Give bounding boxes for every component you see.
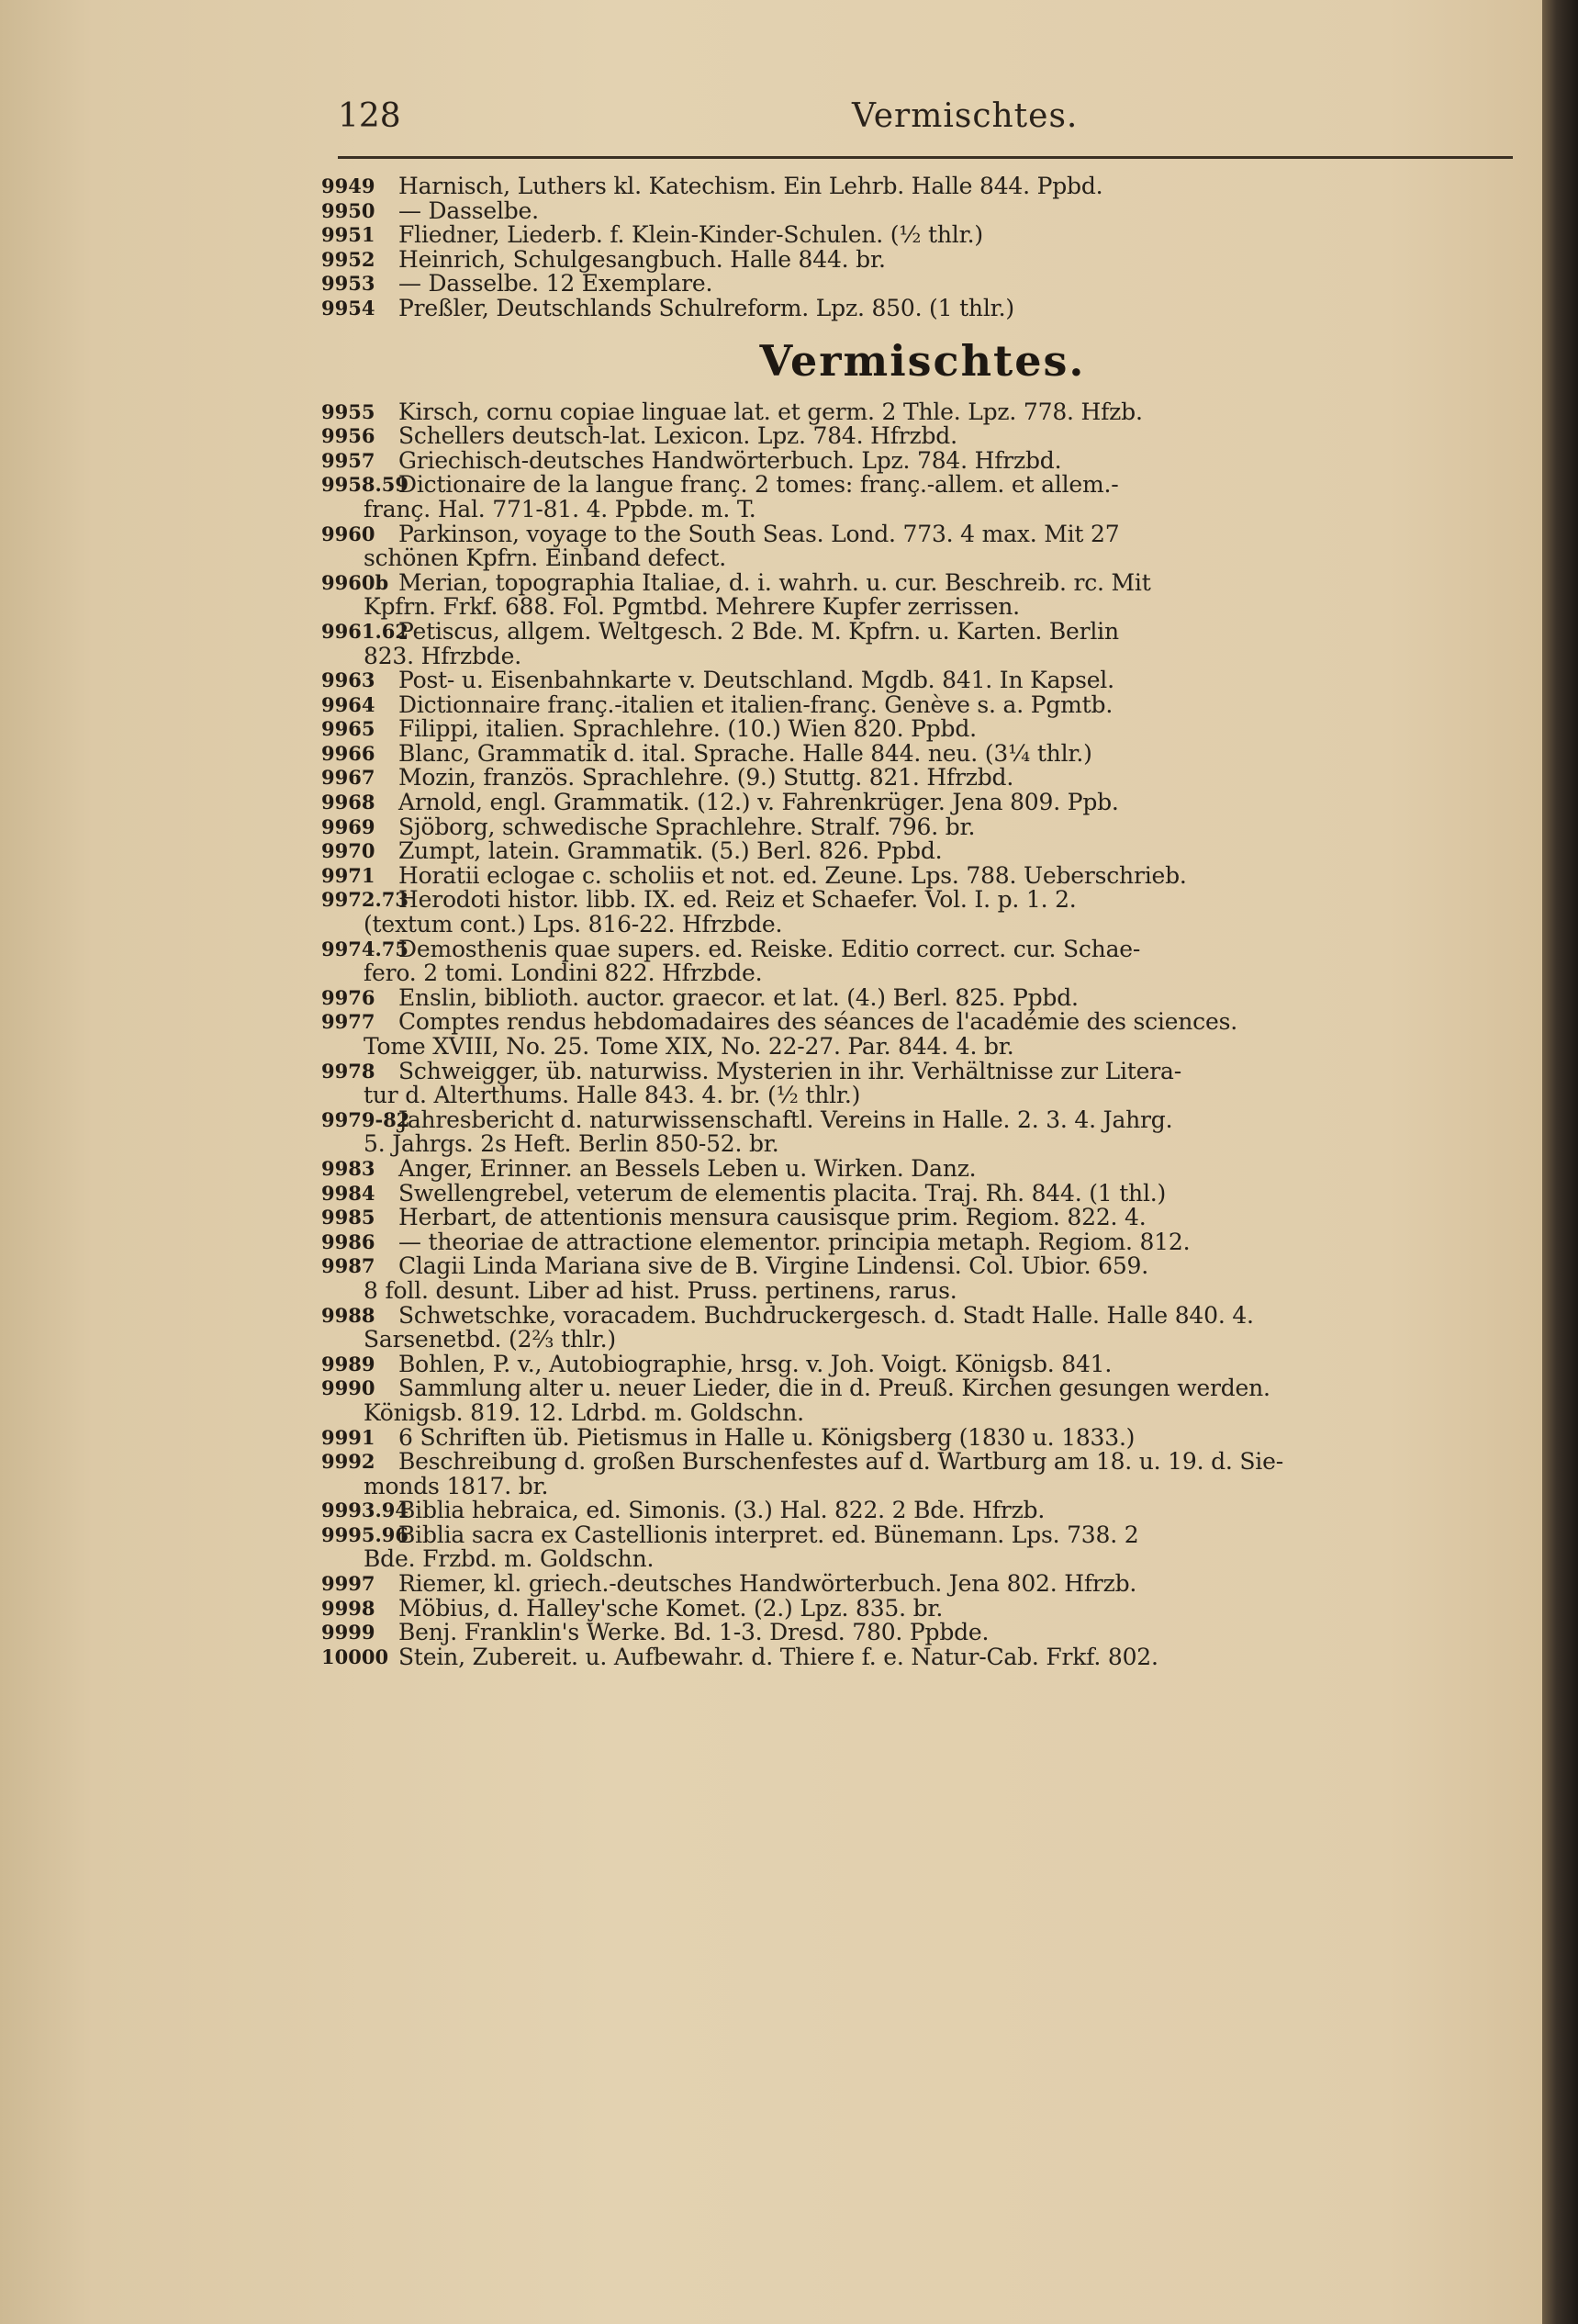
catalog-entry xyxy=(321,791,1524,815)
entry-text: Petiscus, allgem. Weltgesch. 2 Bde. M. Kpfrn. u. Karten. Berlin xyxy=(398,617,1119,645)
entry-line xyxy=(321,1057,1524,1084)
entry-number: 9970 xyxy=(321,839,375,863)
entry-line xyxy=(321,1350,1524,1377)
catalog-entry xyxy=(321,1621,1524,1645)
entry-line xyxy=(321,861,1524,889)
entry-line xyxy=(321,1179,1524,1207)
entry-text: Blanc, Grammatik d. ital. Sprache. Halle 844. neu. (3¼ thlr.) xyxy=(398,739,1092,767)
entry-line xyxy=(321,446,1524,474)
entry-continuation-line xyxy=(321,1035,1524,1060)
catalog-entry xyxy=(321,1645,1524,1670)
entry-continuation-line xyxy=(321,1276,1524,1304)
catalog-entry xyxy=(321,223,1524,248)
entry-number: 9987 xyxy=(321,1254,375,1278)
catalog-entry xyxy=(321,1523,1524,1572)
entry-text: 823. Hfrzbde. xyxy=(364,642,521,669)
entry-continuation-line xyxy=(321,642,1524,669)
catalog-entry xyxy=(321,1594,1524,1622)
catalog-entry xyxy=(321,1179,1524,1207)
entry-number: 9988 xyxy=(321,1303,375,1327)
book-edge xyxy=(1542,0,1578,2324)
catalog-entry xyxy=(321,861,1524,889)
entry-number: 9951 xyxy=(321,223,375,247)
entry-text: Horatii eclogae c. scholiis et not. ed. Zeune. Lps. 788. Ueberschrieb. xyxy=(398,861,1187,889)
entry-text: schönen Kpfrn. Einband defect. xyxy=(364,545,726,572)
catalog-entry xyxy=(321,424,1524,449)
catalog-entry xyxy=(321,1154,1524,1182)
entry-line xyxy=(321,739,1524,767)
entry-text: franç. Hal. 771-81. 4. Ppbde. m. T. xyxy=(364,495,756,522)
catalog-entry xyxy=(321,446,1524,474)
entry-text: — theoriae de attractione elementor. principia metaph. Regiom. 812. xyxy=(398,1228,1191,1255)
entry-text: Swellengrebel, veterum de elementis placita. Traj. Rh. 844. (1 thl.) xyxy=(398,1179,1167,1207)
entry-text: Beschreibung d. großen Burschenfestes auf d. Wartburg am 18. u. 19. d. Sie- xyxy=(398,1448,1283,1476)
entry-text: Tome XVIII, No. 25. Tome XIX, No. 22-27. Par. 844. 4. br. xyxy=(364,1033,1014,1060)
catalog-entry xyxy=(321,1499,1524,1523)
entry-number: 9976 xyxy=(321,985,375,1009)
entry-text: Herbart, de attentionis mensura causisque prim. Regiom. 822. 4. xyxy=(398,1204,1147,1231)
entry-number: 9992 xyxy=(321,1450,375,1474)
entry-number: 9986 xyxy=(321,1229,375,1253)
catalog-entry xyxy=(321,717,1524,742)
entry-text: Anger, Erinner. an Bessels Leben u. Wirken. Danz. xyxy=(398,1154,977,1182)
entry-text: Heinrich, Schulgesangbuch. Halle 844. br. xyxy=(398,245,886,273)
entry-number: 9963 xyxy=(321,668,375,692)
entry-text: Arnold, engl. Grammatik. (12.) v. Fahrenkrüger. Jena 809. Ppb. xyxy=(398,789,1119,816)
entry-line xyxy=(321,937,1524,962)
entry-continuation-line xyxy=(321,961,1524,986)
entry-number: 9967 xyxy=(321,766,375,790)
entry-number: 9955 xyxy=(321,399,375,423)
entry-text: Griechisch-deutsches Handwörterbuch. Lpz. 784. Hfrzbd. xyxy=(398,446,1062,474)
entry-number: 9969 xyxy=(321,814,375,838)
entry-text: Dictionnaire franç.-italien et italien-franç. Genève s. a. Pgmtb. xyxy=(398,690,1114,718)
catalog-entry xyxy=(321,174,1524,199)
entry-line xyxy=(321,1254,1524,1279)
entry-line xyxy=(321,272,1524,297)
entry-number: 9985 xyxy=(321,1206,375,1229)
entry-number: 9999 xyxy=(321,1621,375,1645)
entry-continuation-line xyxy=(321,495,1524,522)
entry-text: — Dasselbe. xyxy=(398,196,539,224)
catalog-entry xyxy=(321,1254,1524,1303)
entry-continuation-line xyxy=(321,1547,1524,1572)
entry-text: Sarsenetbd. (2⅔ thlr.) xyxy=(364,1326,616,1353)
entry-text: Schwetschke, voracadem. Buchdruckergesch. d. Stadt Halle. Halle 840. 4. xyxy=(398,1301,1254,1329)
entry-line xyxy=(321,888,1524,913)
entry-number: 9984 xyxy=(321,1181,375,1205)
entry-line xyxy=(321,1572,1524,1597)
entry-line xyxy=(321,1230,1524,1255)
catalog-entry xyxy=(321,1301,1524,1353)
catalog-entry xyxy=(321,1057,1524,1109)
entry-text: Schweigger, üb. naturwiss. Mysterien in ihr. Verhältnisse zur Litera- xyxy=(398,1057,1181,1084)
entry-line xyxy=(321,690,1524,718)
entry-number: 9972.73 xyxy=(321,888,408,912)
entry-number: 9979-82 xyxy=(321,1107,410,1131)
entry-line xyxy=(321,617,1524,645)
catalog-entry xyxy=(321,1350,1524,1377)
catalog-entry xyxy=(321,400,1524,425)
catalog-entry xyxy=(321,983,1524,1011)
entry-continuation-line xyxy=(321,1132,1524,1157)
entry-text: Post- u. Eisenbahnkarte v. Deutschland. Mgdb. 841. In Kapsel. xyxy=(398,667,1114,694)
entry-number: 9998 xyxy=(321,1596,375,1620)
entry-text: Bde. Frzbd. m. Goldschn. xyxy=(364,1545,655,1573)
catalog-entry xyxy=(321,245,1524,273)
entry-number: 9956 xyxy=(321,424,375,448)
entry-number: 9983 xyxy=(321,1156,375,1180)
catalog-entry xyxy=(321,568,1524,621)
catalog-entry xyxy=(321,473,1524,522)
entry-text: Sammlung alter u. neuer Lieder, die in d. Preuß. Kirchen gesungen werden. xyxy=(398,1375,1270,1402)
catalog-entry xyxy=(321,766,1524,791)
entry-line xyxy=(321,791,1524,815)
entry-line xyxy=(321,1010,1524,1035)
entry-line xyxy=(321,839,1524,864)
entry-text: 6 Schriften üb. Pietismus in Halle u. Königsberg (1830 u. 1833.) xyxy=(398,1423,1136,1451)
entry-text: Kpfrn. Frkf. 688. Fol. Pgmtbd. Mehrere Kupfer zerrissen. xyxy=(364,593,1020,621)
entry-text: Königsb. 819. 12. Ldrbd. m. Goldschn. xyxy=(364,1398,804,1426)
entry-line xyxy=(321,1594,1524,1622)
entry-number: 10000 xyxy=(321,1645,389,1668)
entry-text: Filippi, italien. Sprachlehre. (10.) Wien 820. Ppbd. xyxy=(398,715,977,743)
entry-line xyxy=(321,1621,1524,1645)
entry-line xyxy=(321,196,1524,224)
entry-line xyxy=(321,400,1524,425)
entry-number: 9971 xyxy=(321,863,375,887)
entry-line xyxy=(321,815,1524,840)
entry-text: Biblia hebraica, ed. Simonis. (3.) Hal. 822. 2 Bde. Hfrzb. xyxy=(398,1497,1046,1524)
catalog-entry xyxy=(321,1108,1524,1157)
entry-continuation-line xyxy=(321,595,1524,620)
entry-number: 9960 xyxy=(321,522,375,545)
catalog-entry xyxy=(321,196,1524,224)
entry-line xyxy=(321,223,1524,248)
entry-text: Clagii Linda Mariana sive de B. Virgine Lindensi. Col. Ubior. 659. xyxy=(398,1252,1149,1280)
entry-line xyxy=(321,1108,1524,1133)
catalog-entry xyxy=(321,937,1524,986)
entry-text: Comptes rendus hebdomadaires des séances de l'académie des sciences. xyxy=(398,1008,1237,1036)
catalog-entry xyxy=(321,1376,1524,1425)
entry-text: Riemer, kl. griech.-deutsches Handwörterbuch. Jena 802. Hfrzb. xyxy=(398,1570,1137,1598)
entry-line xyxy=(321,1523,1524,1548)
entry-number: 9965 xyxy=(321,717,375,741)
entry-number: 9953 xyxy=(321,272,375,296)
entry-line xyxy=(321,983,1524,1011)
entry-number: 9989 xyxy=(321,1352,375,1375)
entry-line xyxy=(321,174,1524,199)
entry-text: Mozin, französ. Sprachlehre. (9.) Stuttg. 821. Hfrzbd. xyxy=(398,764,1014,792)
entry-text: — Dasselbe. 12 Exemplare. xyxy=(398,270,713,298)
catalog-entry xyxy=(321,1206,1524,1230)
entry-number: 9966 xyxy=(321,741,375,765)
entry-text: Kirsch, cornu copiae linguae lat. et germ. 2 Thle. Lpz. 778. Hfzb. xyxy=(398,398,1143,425)
entry-line xyxy=(321,568,1524,596)
entry-continuation-line xyxy=(321,1472,1524,1499)
entry-line xyxy=(321,424,1524,449)
entry-number: 9960b xyxy=(321,570,389,594)
entry-line xyxy=(321,1499,1524,1523)
entry-number: 9950 xyxy=(321,198,375,222)
catalog-entry xyxy=(321,1450,1524,1499)
entry-line xyxy=(321,717,1524,742)
header-rule xyxy=(338,156,1513,159)
entry-continuation-line xyxy=(321,1083,1524,1108)
entry-continuation-line xyxy=(321,1328,1524,1353)
section-title: Vermischtes. xyxy=(759,335,1086,386)
entry-number: 9974.75 xyxy=(321,937,408,960)
entry-text: Schellers deutsch-lat. Lexicon. Lpz. 784. Hfrzbd. xyxy=(398,422,957,450)
catalog-entry xyxy=(321,522,1524,571)
entries-before-section xyxy=(321,174,1524,321)
entry-line xyxy=(321,766,1524,791)
entry-number: 9961.62 xyxy=(321,619,408,643)
entry-continuation-line xyxy=(321,1398,1524,1426)
entry-number: 9997 xyxy=(321,1572,375,1596)
entry-text: Preßler, Deutschlands Schulreform. Lpz. 850. (1 thlr.) xyxy=(398,294,1014,321)
catalog-entry xyxy=(321,294,1524,321)
entry-line xyxy=(321,1206,1524,1230)
entry-line xyxy=(321,1423,1524,1451)
entries-after-section xyxy=(321,400,1524,1670)
entry-number: 9990 xyxy=(321,1376,375,1400)
entry-line xyxy=(321,1154,1524,1182)
catalog-entry xyxy=(321,839,1524,864)
entry-continuation-line xyxy=(321,913,1524,937)
entry-text: Stein, Zubereit. u. Aufbewahr. d. Thiere f. e. Natur-Cab. Frkf. 802. xyxy=(398,1643,1158,1670)
entry-text: (textum cont.) Lps. 816-22. Hfrzbde. xyxy=(364,911,783,938)
entry-number: 9954 xyxy=(321,296,375,320)
entry-number: 9977 xyxy=(321,1010,375,1034)
entry-text: monds 1817. br. xyxy=(364,1472,549,1499)
catalog-entry xyxy=(321,888,1524,937)
catalog-entry xyxy=(321,617,1524,669)
entry-text: Zumpt, latein. Grammatik. (5.) Berl. 826. Ppbd. xyxy=(398,837,943,865)
entry-line xyxy=(321,1450,1524,1475)
catalog-entries xyxy=(321,174,1524,1669)
running-title: Vermischtes. xyxy=(852,97,1079,135)
entry-number: 9993.94 xyxy=(321,1499,408,1522)
entry-number: 9968 xyxy=(321,791,375,814)
entry-line xyxy=(321,1376,1524,1401)
page-header xyxy=(338,88,1513,143)
entry-text: 5. Jahrgs. 2s Heft. Berlin 850-52. br. xyxy=(364,1130,779,1158)
entry-text: Biblia sacra ex Castellionis interpret. ed. Bünemann. Lps. 738. 2 xyxy=(398,1521,1139,1548)
entry-text: Benj. Franklin's Werke. Bd. 1-3. Dresd. 780. Ppbde. xyxy=(398,1619,990,1646)
entry-number: 9991 xyxy=(321,1425,375,1449)
entry-line xyxy=(321,522,1524,547)
entry-text: Bohlen, P. v., Autobiographie, hrsg. v. Joh. Voigt. Königsb. 841. xyxy=(398,1350,1113,1377)
catalog-entry xyxy=(321,690,1524,718)
entry-text: Parkinson, voyage to the South Seas. Lond. 773. 4 max. Mit 27 xyxy=(398,520,1120,547)
catalog-entry xyxy=(321,1230,1524,1255)
entry-number: 9949 xyxy=(321,174,375,197)
catalog-entry xyxy=(321,1572,1524,1597)
entry-text: Merian, topographia Italiae, d. i. wahrh. u. cur. Beschreib. rc. Mit xyxy=(398,568,1151,596)
entry-line xyxy=(321,668,1524,693)
entry-text: Demosthenis quae supers. ed. Reiske. Editio correct. cur. Schae- xyxy=(398,935,1141,962)
entry-text: tur d. Alterthums. Halle 843. 4. br. (½ thlr.) xyxy=(364,1082,861,1109)
entry-text: 8 foll. desunt. Liber ad hist. Pruss. pertinens, rarus. xyxy=(364,1276,957,1304)
entry-number: 9964 xyxy=(321,692,375,716)
entry-text: Herodoti histor. libb. IX. ed. Reiz et Schaefer. Vol. I. p. 1. 2. xyxy=(398,886,1077,914)
catalog-entry xyxy=(321,1010,1524,1059)
catalog-entry xyxy=(321,272,1524,297)
entry-line xyxy=(321,294,1524,321)
catalog-entry xyxy=(321,668,1524,693)
entry-number: 9957 xyxy=(321,448,375,472)
entry-line xyxy=(321,473,1524,498)
entry-text: Fliedner, Liederb. f. Klein-Kinder-Schulen. (½ thlr.) xyxy=(398,221,983,249)
entry-number: 9958.59 xyxy=(321,473,408,497)
entry-text: Jahresbericht d. naturwissenschaftl. Vereins in Halle. 2. 3. 4. Jahrg. xyxy=(398,1106,1173,1133)
entry-text: Möbius, d. Halley'sche Komet. (2.) Lpz. 835. br. xyxy=(398,1594,944,1622)
entry-text: Sjöborg, schwedische Sprachlehre. Stralf. 796. br. xyxy=(398,813,976,840)
entry-number: 9952 xyxy=(321,247,375,271)
entry-text: fero. 2 tomi. Londini 822. Hfrzbde. xyxy=(364,960,763,987)
catalog-entry xyxy=(321,739,1524,767)
entry-continuation-line xyxy=(321,546,1524,571)
entry-line xyxy=(321,245,1524,273)
entry-text: Enslin, biblioth. auctor. graecor. et lat. (4.) Berl. 825. Ppbd. xyxy=(398,983,1079,1011)
entry-line xyxy=(321,1645,1524,1670)
entry-text: Dictionaire de la langue franç. 2 tomes: franç.-allem. et allem.- xyxy=(398,471,1119,499)
page-number: 128 xyxy=(338,97,401,135)
entry-line xyxy=(321,1301,1524,1329)
catalog-entry xyxy=(321,1423,1524,1451)
entry-number: 9995.96 xyxy=(321,1522,408,1546)
entry-text: Harnisch, Luthers kl. Katechism. Ein Lehrb. Halle 844. Ppbd. xyxy=(398,173,1103,199)
entry-number: 9978 xyxy=(321,1059,375,1083)
catalog-entry xyxy=(321,815,1524,840)
